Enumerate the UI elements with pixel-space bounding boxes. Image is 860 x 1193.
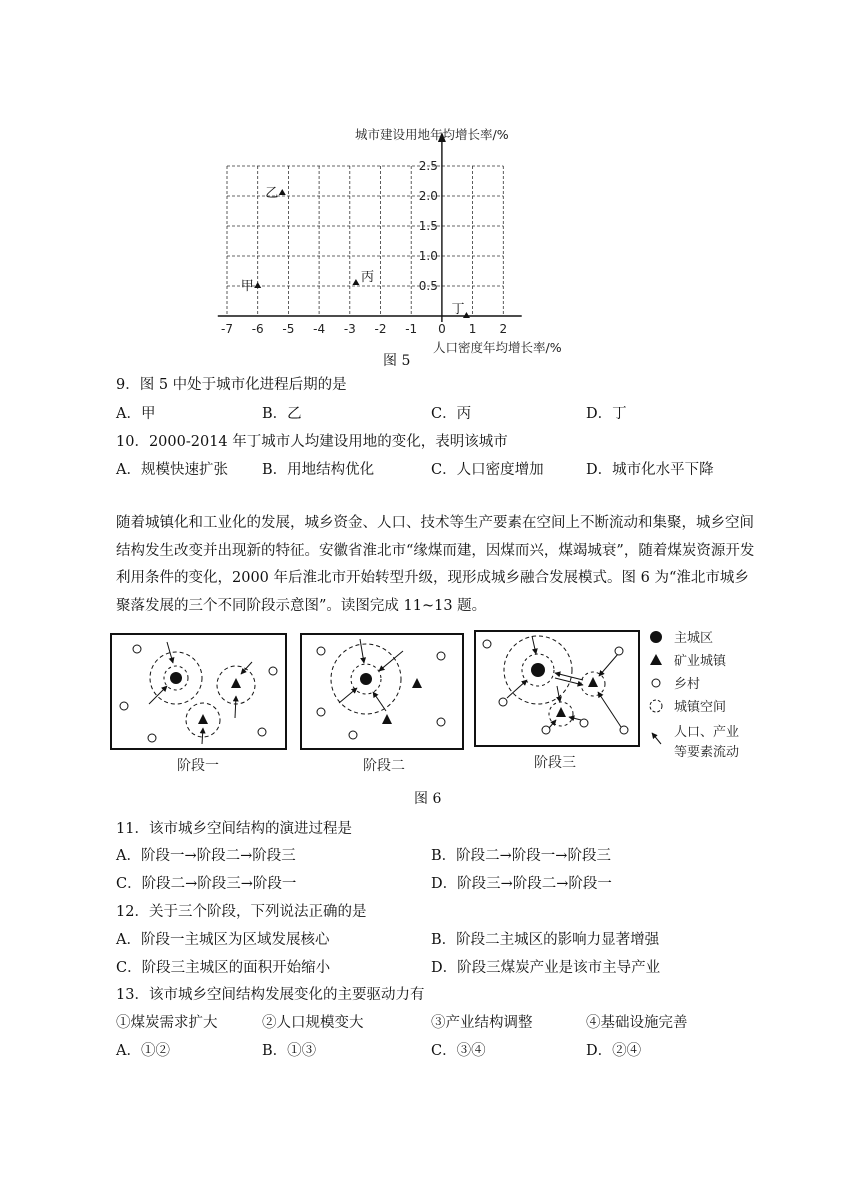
question-10-option-c[interactable]: C．人口密度增加 bbox=[431, 462, 544, 478]
legend-flow-line2: 等要素流动 bbox=[674, 745, 740, 760]
y-tick-label: 2.0 bbox=[418, 189, 438, 203]
town-space-legend-icon bbox=[650, 700, 662, 712]
question-13-option-c[interactable]: C．③④ bbox=[431, 1043, 486, 1059]
question-13-option-b[interactable]: B．①③ bbox=[262, 1043, 317, 1059]
village-icon bbox=[148, 734, 156, 742]
village-icon bbox=[317, 647, 325, 655]
question-13-factor-1: ①煤炭需求扩大 bbox=[116, 1015, 218, 1031]
figure-6-legend bbox=[650, 631, 739, 760]
data-point bbox=[352, 279, 359, 285]
y-tick-label: 1.0 bbox=[418, 249, 438, 263]
question-13-option-a[interactable]: A．①② bbox=[116, 1043, 170, 1059]
question-11-option-c[interactable]: C．阶段二→阶段三→阶段一 bbox=[116, 876, 297, 892]
chart-axes bbox=[218, 132, 522, 322]
question-13-factor-2: ②人口规模变大 bbox=[262, 1015, 364, 1031]
question-11-option-a[interactable]: A．阶段一→阶段二→阶段三 bbox=[116, 848, 296, 864]
village-icon bbox=[317, 708, 325, 716]
village-icon bbox=[349, 731, 357, 739]
stage-3-label: 阶段三 bbox=[534, 755, 576, 771]
reading-passage: 随着城镇化和工业化的发展，城乡资金、人口、技术等生产要素在空间上不断流动和集聚，城乡空间结构发生改变并出现新的特征。安徽省淮北市“缘煤而建，因煤而兴，煤竭城衰”，随着煤炭资源开发利用条件的变化，2000 年后淮北市开始转型升级，现形成城乡融合发展模式。图 6 为“淮北市城乡聚落发展的三个不同阶段示意图”。读图完成 11~13 题。 bbox=[116, 515, 755, 614]
village-icon bbox=[269, 667, 277, 675]
question-9-stem: 9．图 5 中处于城市化进程后期的是 bbox=[116, 377, 347, 393]
question-9-option-d[interactable]: D．丁 bbox=[586, 406, 627, 422]
village-icon bbox=[120, 702, 128, 710]
question-10-option-a[interactable]: A．规模快速扩张 bbox=[116, 462, 228, 478]
legend-village: 乡村 bbox=[674, 677, 701, 692]
main-city-icon bbox=[531, 663, 545, 677]
main-city-icon bbox=[360, 673, 372, 685]
question-13-option-d[interactable]: D．②④ bbox=[586, 1043, 642, 1059]
legend-main-city: 主城区 bbox=[674, 631, 714, 646]
stage-2-label: 阶段二 bbox=[363, 758, 405, 774]
legend-mining-town: 矿业城镇 bbox=[674, 654, 727, 669]
village-icon bbox=[615, 647, 623, 655]
question-12-option-b[interactable]: B．阶段二主城区的影响力显著增强 bbox=[431, 932, 660, 948]
x-tick-label: 0 bbox=[438, 322, 446, 336]
figure-6-diagram bbox=[105, 626, 765, 776]
question-11-option-d[interactable]: D．阶段三→阶段二→阶段一 bbox=[431, 876, 612, 892]
flow-legend-icon bbox=[652, 733, 661, 744]
question-13-factor-3: ③产业结构调整 bbox=[431, 1015, 533, 1031]
x-tick-labels bbox=[221, 322, 507, 336]
legend-town-space: 城镇空间 bbox=[674, 700, 727, 715]
x-tick-label: 2 bbox=[499, 322, 508, 336]
village-icon bbox=[483, 640, 491, 648]
question-12-option-d[interactable]: D．阶段三煤炭产业是该市主导产业 bbox=[431, 960, 661, 976]
y-tick-labels bbox=[419, 159, 438, 293]
question-10-option-b[interactable]: B．用地结构优化 bbox=[262, 462, 375, 478]
x-tick-label: -3 bbox=[343, 322, 356, 336]
x-tick-label: 1 bbox=[468, 322, 477, 336]
village-icon bbox=[542, 726, 550, 734]
legend-flow-line1: 人口、产业 bbox=[674, 725, 740, 740]
village-legend-icon bbox=[652, 679, 660, 687]
x-tick-label: -4 bbox=[313, 322, 326, 336]
data-point-label: 丁 bbox=[451, 302, 465, 317]
question-13-factor-4: ④基础设施完善 bbox=[586, 1015, 688, 1031]
question-13-stem: 13．该市城乡空间结构发展变化的主要驱动力有 bbox=[116, 987, 425, 1003]
question-12-stem: 12．关于三个阶段，下列说法正确的是 bbox=[116, 904, 367, 920]
y-tick-label: 2.5 bbox=[418, 159, 438, 173]
main-city-legend-icon bbox=[650, 631, 662, 643]
question-11-option-b[interactable]: B．阶段二→阶段一→阶段三 bbox=[431, 848, 611, 864]
data-point bbox=[279, 189, 286, 195]
figure-6-caption: 图 6 bbox=[414, 791, 442, 807]
x-tick-label: -6 bbox=[251, 322, 264, 336]
question-12-option-c[interactable]: C．阶段三主城区的面积开始缩小 bbox=[116, 960, 331, 976]
question-10-option-d[interactable]: D．城市化水平下降 bbox=[586, 462, 714, 478]
village-icon bbox=[499, 698, 507, 706]
data-point-label: 丙 bbox=[360, 270, 374, 285]
mining-town-legend-icon bbox=[650, 654, 662, 665]
stage-1-label: 阶段一 bbox=[177, 758, 219, 774]
question-9-option-c[interactable]: C．丙 bbox=[431, 406, 472, 422]
question-9-option-b[interactable]: B．乙 bbox=[262, 406, 302, 422]
village-icon bbox=[437, 652, 445, 660]
question-10-stem: 10．2000-2014 年丁城市人均建设用地的变化，表明该城市 bbox=[116, 434, 508, 450]
village-icon bbox=[133, 645, 141, 653]
figure-5-caption: 图 5 bbox=[383, 353, 411, 369]
x-tick-label: -7 bbox=[221, 322, 233, 336]
data-point-label: 甲 bbox=[240, 279, 254, 294]
y-tick-label: 0.5 bbox=[418, 279, 438, 293]
x-tick-label: -5 bbox=[282, 322, 295, 336]
y-tick-label: 1.5 bbox=[418, 219, 438, 233]
x-tick-label: -1 bbox=[405, 322, 418, 336]
stage-3-panel bbox=[475, 631, 639, 746]
figure-5-chart bbox=[200, 120, 600, 360]
question-11-stem: 11．该市城乡空间结构的演进过程是 bbox=[116, 821, 352, 837]
village-icon bbox=[258, 728, 266, 736]
village-icon bbox=[620, 726, 628, 734]
x-tick-label: -2 bbox=[374, 322, 387, 336]
question-9-option-a[interactable]: A．甲 bbox=[116, 406, 156, 422]
y-axis-label: 城市建设用地年均增长率/% bbox=[355, 127, 509, 142]
x-axis-label: 人口密度年均增长率/% bbox=[433, 340, 562, 355]
village-icon bbox=[437, 718, 445, 726]
data-point-label: 乙 bbox=[265, 186, 279, 201]
main-city-icon bbox=[170, 672, 182, 684]
stage-1-panel bbox=[111, 634, 286, 749]
question-12-option-a[interactable]: A．阶段一主城区为区域发展核心 bbox=[116, 932, 330, 948]
stage-2-panel bbox=[301, 634, 463, 749]
village-icon bbox=[580, 719, 588, 727]
data-point bbox=[254, 282, 261, 288]
